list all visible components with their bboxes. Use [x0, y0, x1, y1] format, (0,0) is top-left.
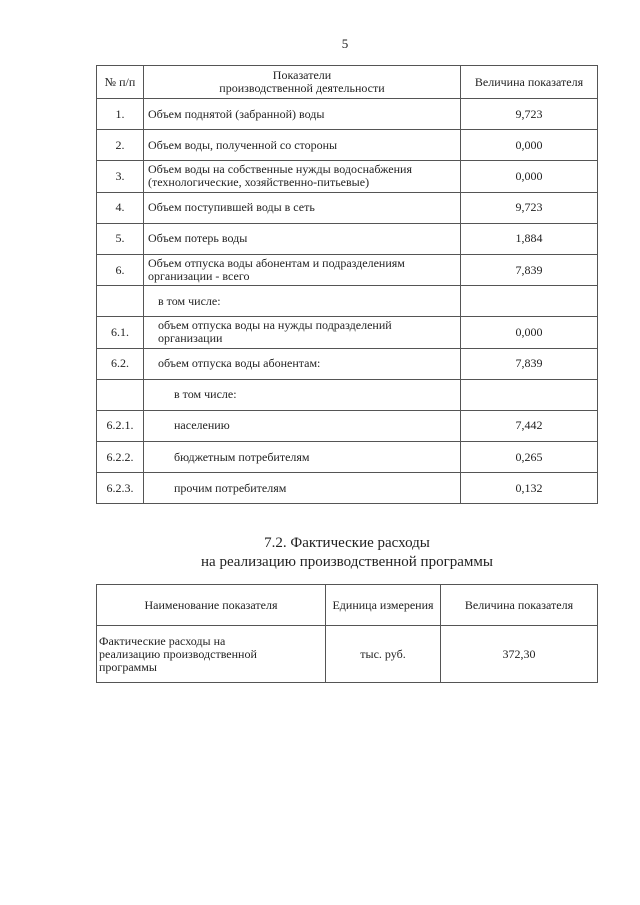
- row-value: 0,265: [461, 442, 598, 473]
- row-value: 9,723: [461, 99, 598, 130]
- row-label: Объем отпуска воды абонентам и подразделениям организации - всего: [144, 254, 461, 285]
- row-value: 9,723: [461, 192, 598, 223]
- row-number: 6.: [97, 254, 144, 285]
- row-value: [461, 286, 598, 317]
- section-title-line1: 7.2. Фактические расходы: [264, 535, 430, 551]
- header-name: Наименование показателя: [97, 585, 326, 626]
- row-value: 7,442: [461, 410, 598, 441]
- row-value: [461, 379, 598, 410]
- table-row: [97, 473, 598, 504]
- row-label: Объем воды на собственные нужды водоснабжения (технологические, хозяйственно-питьевые): [144, 161, 461, 192]
- production-indicators-table: [96, 65, 598, 504]
- page-number: 5: [341, 36, 349, 51]
- table-row: [97, 442, 598, 473]
- row-value: 372,30: [441, 626, 598, 683]
- table-row: [97, 99, 598, 130]
- row-value: 0,000: [461, 130, 598, 161]
- row-value: 7,839: [461, 254, 598, 285]
- row-label: Объем поступившей воды в сеть: [144, 192, 461, 223]
- table-row: [97, 161, 598, 192]
- row-label: населению: [144, 410, 461, 441]
- row-label: Объем поднятой (забранной) воды: [144, 99, 461, 130]
- row-unit: тыс. руб.: [326, 626, 441, 683]
- table-row: [97, 223, 598, 254]
- row-number: 3.: [97, 161, 144, 192]
- row-number: 6.2.2.: [97, 442, 144, 473]
- row-number: 6.2.3.: [97, 473, 144, 504]
- row-value: 0,000: [461, 317, 598, 348]
- row-number: 1.: [97, 99, 144, 130]
- row-number: 5.: [97, 223, 144, 254]
- row-label: объем отпуска воды на нужды подразделений организации: [144, 317, 461, 348]
- header-number: № п/п: [97, 66, 144, 99]
- actual-expenses-table: [96, 584, 598, 683]
- row-number: [97, 379, 144, 410]
- row-label: прочим потребителям: [144, 473, 461, 504]
- header-value: Величина показателя: [441, 585, 598, 626]
- table-header-row: [97, 66, 598, 99]
- row-value: 7,839: [461, 348, 598, 379]
- section-title: [96, 534, 598, 572]
- table-row: [97, 192, 598, 223]
- row-value: 1,884: [461, 223, 598, 254]
- row-number: 6.2.: [97, 348, 144, 379]
- table-row: [97, 254, 598, 285]
- table-row: [97, 348, 598, 379]
- table-row: [97, 626, 598, 683]
- header-value: Величина показателя: [461, 66, 598, 99]
- row-label: Объем воды, полученной со стороны: [144, 130, 461, 161]
- table-row: [97, 130, 598, 161]
- table-header-row: [97, 585, 598, 626]
- row-number: 4.: [97, 192, 144, 223]
- row-number: 6.1.: [97, 317, 144, 348]
- row-number: [97, 286, 144, 317]
- row-label: Фактические расходы на реализацию производственной программы: [97, 626, 326, 683]
- section-title-line2: на реализацию производственной программы: [201, 554, 493, 570]
- table-row: [97, 317, 598, 348]
- row-value: 0,132: [461, 473, 598, 504]
- header-indicator: Показатели производственной деятельности: [144, 66, 461, 99]
- table-row: [97, 286, 598, 317]
- table-row: [97, 379, 598, 410]
- row-value: 0,000: [461, 161, 598, 192]
- row-label: Объем потерь воды: [144, 223, 461, 254]
- table-row: [97, 410, 598, 441]
- row-label: бюджетным потребителям: [144, 442, 461, 473]
- row-label: объем отпуска воды абонентам:: [144, 348, 461, 379]
- row-label: в том числе:: [144, 286, 461, 317]
- header-unit: Единица измерения: [326, 585, 441, 626]
- row-number: 6.2.1.: [97, 410, 144, 441]
- row-number: 2.: [97, 130, 144, 161]
- row-label: в том числе:: [144, 379, 461, 410]
